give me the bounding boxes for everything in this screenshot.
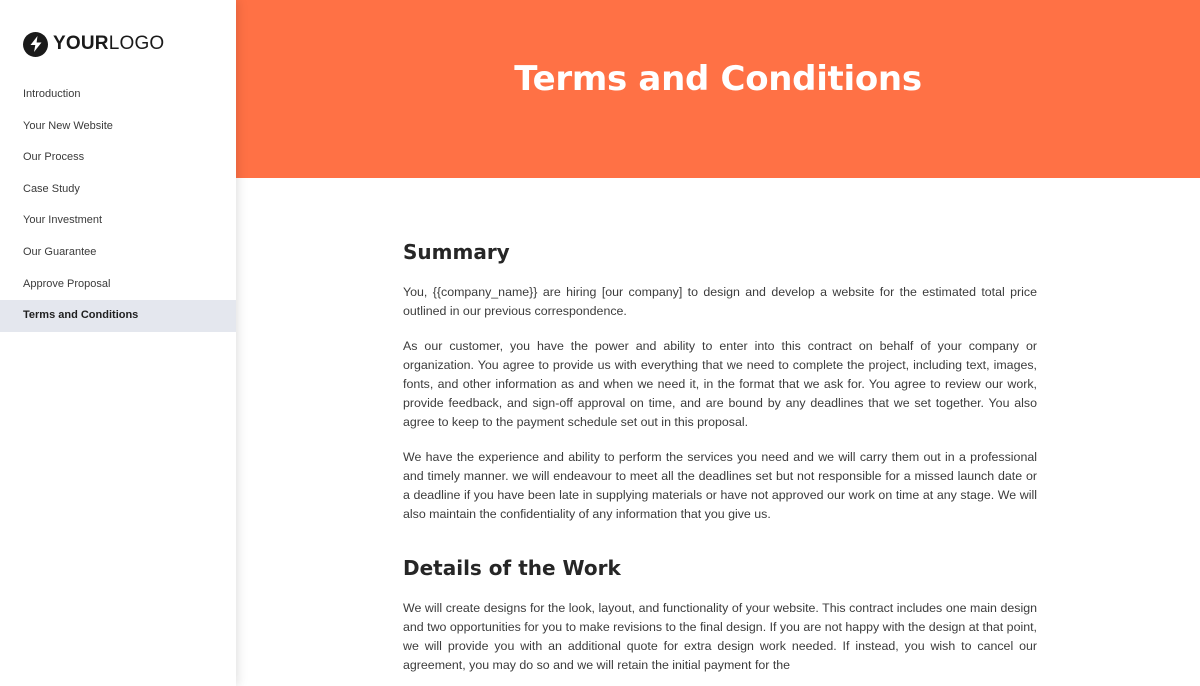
sidebar-item-your-investment[interactable]: Your Investment <box>23 214 103 227</box>
sidebar-nav <box>0 79 236 332</box>
sidebar-item-your-new-website[interactable]: Your New Website <box>23 119 113 132</box>
paragraph: You, {{company_name}} are hiring [our company] to design and develop a website for the estimated total price outlined in our previous correspondence. <box>403 285 1037 318</box>
sidebar-item-our-guarantee[interactable]: Our Guarantee <box>23 245 97 258</box>
sidebar-item-approve-proposal[interactable]: Approve Proposal <box>23 277 111 290</box>
page-banner <box>236 0 1200 178</box>
section-heading-summary: Summary <box>403 240 510 264</box>
sidebar-item-terms-and-conditions[interactable]: Terms and Conditions <box>0 300 236 332</box>
page-title: Terms and Conditions <box>514 59 922 99</box>
paragraph: We have the experience and ability to perform the services you need and we will carry them out in a professional and timely manner. we will endeavour to meet all the deadlines set but not responsible for a missed launch date or a deadline if you have been late in supplying materials or have not approved our work on time at any stage. We will also maintain the confidentiality of any information that you give us. <box>403 450 1037 521</box>
paragraph: As our customer, you have the power and ability to enter into this contract on behalf of your company or organization. You agree to provide us with everything that we need to complete the project, including text, images, fonts, and other information as and when we need it, in the format that we ask for. You agree to review our work, provide feedback, and sign-off approval on time, and are bound by any deadlines that we set together. You also agree to keep to the payment schedule set out in this proposal. <box>403 339 1037 429</box>
sidebar-item-introduction[interactable]: Introduction <box>23 88 81 100</box>
sidebar-item-case-study[interactable]: Case Study <box>23 182 80 195</box>
logo-text: YOURLOGO <box>53 33 165 54</box>
section-heading-details-of-the-work: Details of the Work <box>403 556 621 580</box>
sidebar <box>0 0 236 686</box>
sidebar-item-our-process[interactable]: Our Process <box>23 151 85 164</box>
lightning-bolt-icon <box>23 32 48 57</box>
logo[interactable] <box>23 31 164 57</box>
main-content <box>403 240 1037 675</box>
paragraph: We will create designs for the look, layout, and functionality of your website. This contract includes one main design and two opportunities for you to make revisions to the final design. If you are not happy with the design at that point, we will provide you with an additional quote for extra design work needed. If instead, you wish to cancel our agreement, you may do so and we will retain the initial payment for the <box>403 601 1037 672</box>
